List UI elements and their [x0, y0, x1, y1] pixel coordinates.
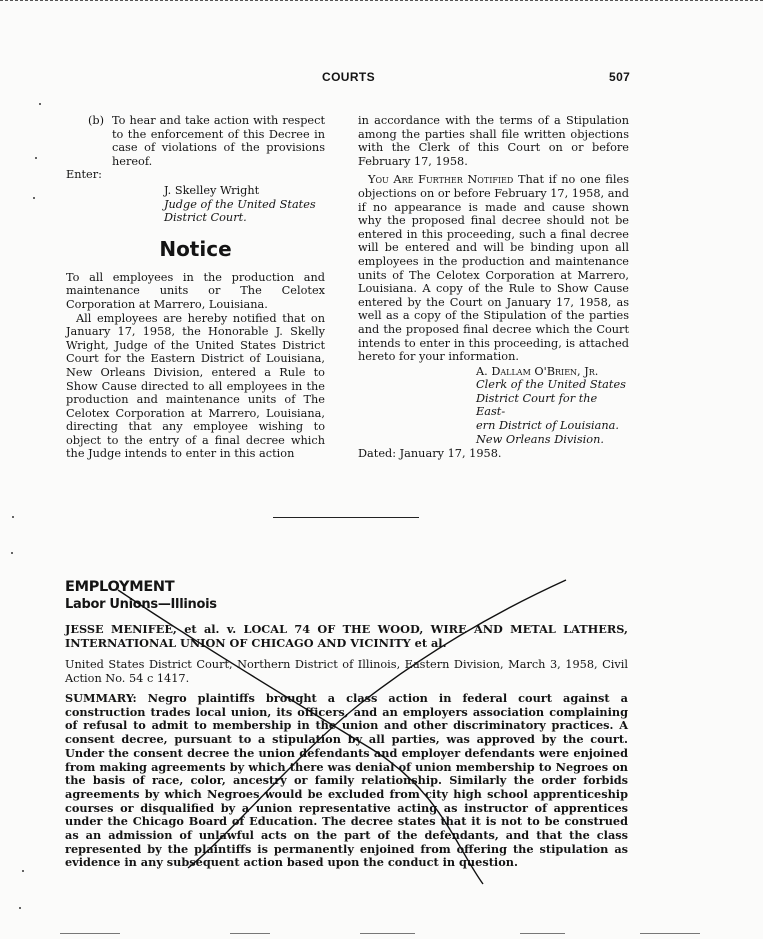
notice-addressee: To all employees in the production and maintenance units or The Celotex Corporation at Marrero, Louisiana.: [66, 270, 325, 311]
section-divider: [273, 517, 419, 518]
judge-signature-block: [164, 184, 325, 225]
item-label: (b): [88, 114, 105, 127]
notice-heading: Notice: [159, 236, 232, 261]
scan-speck: [33, 197, 35, 199]
bottom-edge-mark: [520, 933, 565, 934]
enter-label: Enter:: [66, 168, 102, 182]
case-title: JESSE MENIFEE, et al. v. LOCAL 74 OF THE WOOD, WIRE AND METAL LATHERS, INTERNATIONAL UNION OF CHICAGO AND VICINITY et al.: [65, 622, 628, 650]
right-column: [358, 114, 629, 461]
notice-body-right-para-1: in accordance with the terms of a Stipulation among the parties shall file written objections with the Clerk of this Court on or before February 17, 1958.: [358, 114, 629, 168]
further-notified-lead: You Are Further Notified: [368, 173, 514, 187]
judge-title-line-1: Judge of the United States: [164, 197, 316, 211]
top-dashed-border: [0, 0, 763, 1]
page-number: 507: [609, 70, 631, 84]
running-head-title: COURTS: [322, 70, 376, 84]
dated-line: Dated: January 17, 1958.: [358, 447, 502, 461]
section-heading: EMPLOYMENT: [65, 579, 175, 595]
scan-speck: [39, 103, 41, 105]
notice-body-left: All employees are hereby notified that on January 17, 1958, the Honorable J. Skelly Wright, Judge of the United States District Court for the Eastern District of Louisiana, New Orleans Division, entered a Rule to Show Cause directed to all employees in the production and maintenance units of The Celotex Corporation at Marrero, Louisiana, directing that any employee wishing to object to the entry of a final decree which the Judge intends to enter in this action: [66, 311, 325, 461]
clerk-line-1: Clerk of the United States: [476, 378, 626, 392]
clerk-line-3: ern District of Louisiana.: [476, 419, 619, 433]
scan-speck: [11, 552, 13, 554]
case-summary: [65, 692, 628, 870]
scan-speck: [35, 157, 37, 159]
summary-text: Negro plaintiffs brought a class action in federal court against a construction trades local union, its officers, and an employers association complaining of refusal to admit to membership in the union and other discriminatory practices. A consent decree, pursuant to a stipulation by all parties, was approved by the court. Under the consent decree the union defendants and employer defendants were enjoined from making agreements by which there was denial of union membership to Negroes on the basis of race, color, ancestry or family relationship. Similarly the order forbids agreements by which Negroes would be excluded from city high school apprenticeship courses or disqualified by a union representative acting as instructor of apprentices under the Chicago Board of Education. The decree states that it is not to be construed as an admission of unlawful acts on the part of the defendants, and that the class represented by the plaintiffs is permanently enjoined from offering the stipulation as evidence in any subsequent action based upon the conduct in question.: [65, 691, 628, 870]
further-notified-text: That if no one files objections on or before February 17, 1958, and if no appearance is made and cause shown why the proposed final decree should not be entered in this proceeding, such a final decree will be entered and will be binding upon all employees in the production and maintenance units of The Celotex Corporation at Marrero, Louisiana. A copy of the Rule to Show Cause entered by the Court on January 17, 1958, as well as a copy of the Stipulation of the parties and the proposed final decree which the Court intends to enter in this proceeding, is attached hereto for your information.: [358, 173, 629, 364]
scan-speck: [12, 516, 14, 518]
clerk-signature-block: [476, 365, 629, 447]
bottom-edge-mark: [60, 933, 120, 934]
judge-name: J. Skelley Wright: [164, 183, 260, 197]
section-subheading: Labor Unions—Illinois: [65, 597, 217, 612]
scan-speck: [19, 907, 21, 909]
item-text: To hear and take action with respect to the enforcement of this Decree in case of violations of the provisions hereof.: [112, 114, 325, 168]
judge-title-line-2: District Court.: [164, 211, 247, 225]
summary-label: SUMMARY:: [65, 691, 137, 705]
decree-item-b: [88, 114, 325, 168]
case-court-line: United States District Court, Northern District of Illinois, Eastern Division, March 3, 1958, Civil Action No. 54 c 1417.: [65, 658, 628, 685]
clerk-line-2: District Court for the East-: [476, 391, 598, 419]
scan-speck: [22, 870, 24, 872]
left-column: [66, 114, 325, 461]
bottom-edge-mark: [230, 933, 270, 934]
clerk-line-4: New Orleans Division.: [476, 432, 604, 446]
notice-body-right-para-2: [358, 173, 629, 363]
bottom-edge-mark: [360, 933, 415, 934]
clerk-name: A. Dallam O'Brien, Jr.: [476, 364, 599, 378]
bottom-edge-mark: [640, 933, 700, 934]
